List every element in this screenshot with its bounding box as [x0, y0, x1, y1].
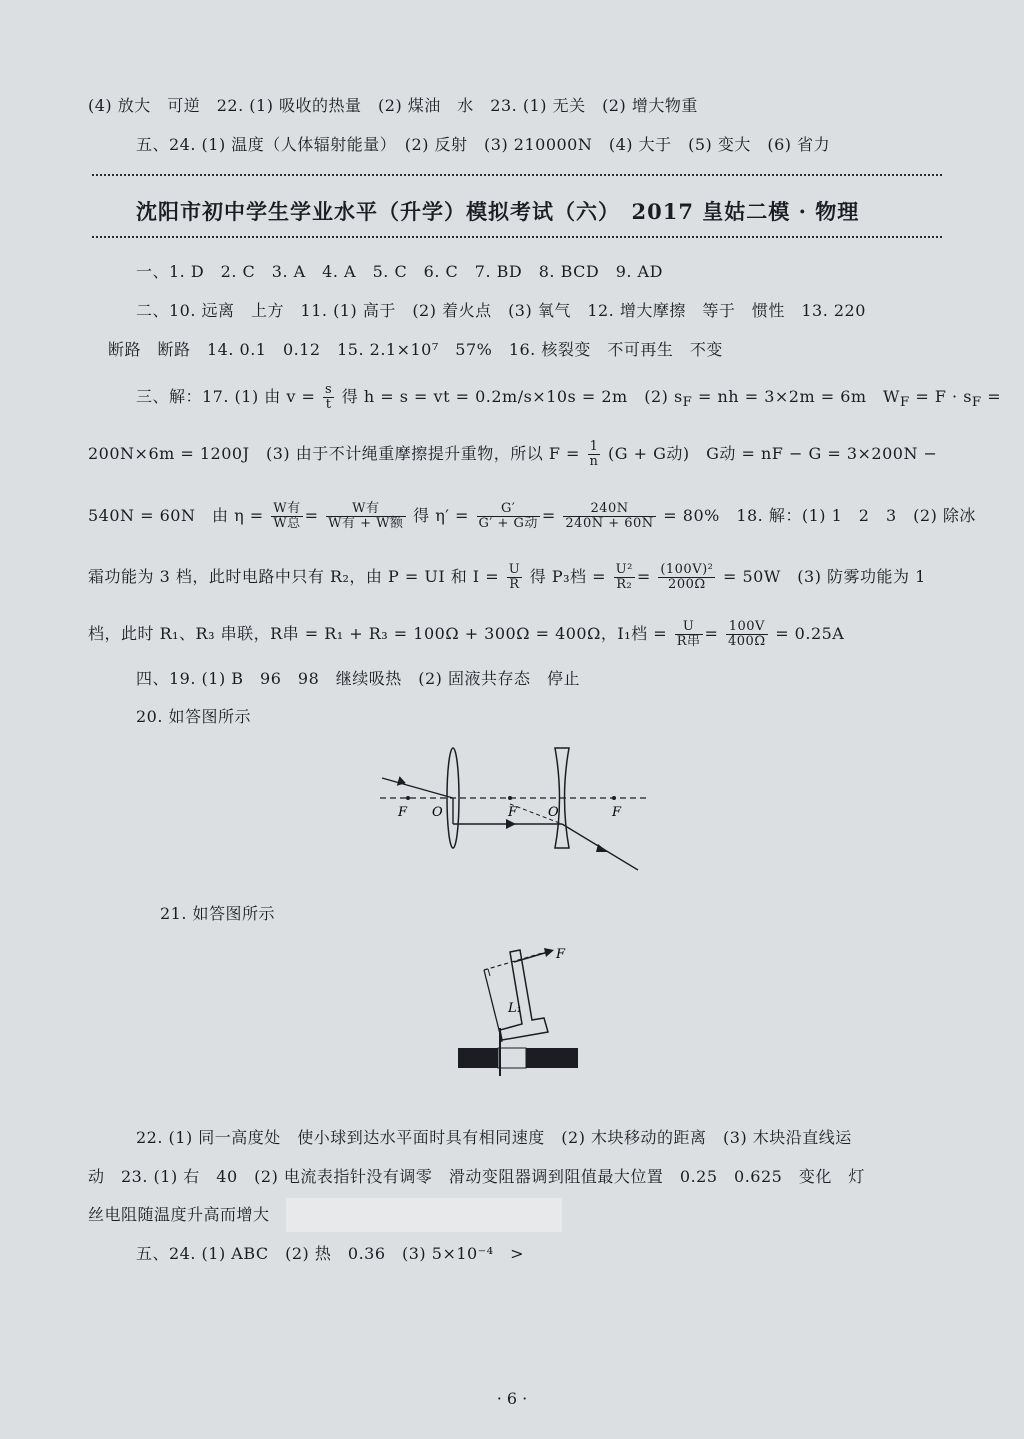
fraction: $\frac{\text{W有}}{\text{W总}}$: [273, 501, 301, 531]
label-arm: L₁: [508, 1001, 522, 1016]
arrow-icon: [596, 844, 608, 852]
fraction: $\frac{1}{n}$: [589, 439, 599, 469]
part2-line-1: 二、10. 远离 上方 11. (1) 高于 (2) 着火点 (3) 氧气 12. 增大摩擦 等于 惯性 13. 220: [136, 301, 866, 320]
q21-label: 21. 如答图所示: [160, 904, 276, 923]
q22-line-3: 丝电阻随温度升高而增大: [88, 1205, 270, 1224]
fraction: $\frac{100V}{400\Omega}$: [728, 619, 766, 649]
arrow-icon: [544, 948, 554, 957]
part3-line-1: 三、解：17. (1) 由 v = $\frac{s}{t}$ 得 h = s = vt = 0.2m/s×10s = 2m (2) $s_F$ = nh = 3×2m = 6m $W_F = F \cdot s_F$ =: [136, 382, 1002, 412]
label-o-left: O: [432, 805, 443, 820]
part3-line-2: 200N×6m = 1200J (3) 由于不计绳重摩擦提升重物，所以 F = $\frac{1}{n}$ (G + G动) G动 = nF − G = 3×200N −: [88, 439, 938, 469]
arrow-icon: [397, 776, 407, 788]
focal-point-dot: [406, 796, 410, 800]
part4-line-1: 四、19. (1) B 96 98 继续吸热 (2) 固液共存态 停止: [136, 669, 581, 688]
fraction: $\frac{\text{U²}}{\text{R₂}}$: [615, 562, 633, 592]
part5-answers: 五、24. (1) ABC (2) 热 0.36 (3) 5×10⁻⁴ >: [136, 1244, 524, 1263]
incident-ray: [382, 778, 453, 798]
fraction: $\frac{G'}{\text{G′ + G动}}$: [478, 501, 538, 531]
blank-region: [286, 1198, 562, 1232]
focal-point-dot: [612, 796, 616, 800]
prev-answers-line-1: (4) 放大 可逆 22. (1) 吸收的热量 (2) 煤油 水 23. (1) 无关 (2) 增大物重: [88, 96, 698, 115]
label-f-right: F: [612, 805, 622, 820]
label-force: F: [556, 947, 566, 962]
part3-line-3: 540N = 60N 由 η = $\frac{\text{W有}}{\text{W总}}$ = $\frac{\text{W有}}{\text{W有 + W额}}$ 得 η′ = $\frac{G'}{\text{G′ + G动}}$ = $\frac{240N}{240N + 60N}$ = 80% 18. 解：(1) 1 2 3 (2) 除冰: [88, 501, 976, 531]
page-number: · 6 ·: [496, 1389, 528, 1408]
fraction: $\frac{\text{W有}}{\text{W有 + W额}}$: [328, 501, 404, 531]
dotted-divider-bottom: [92, 236, 942, 238]
fraction: $\frac{U}{R}$: [508, 562, 521, 592]
lever-force-diagram: [456, 940, 586, 1080]
dotted-divider-top: [92, 174, 942, 176]
force-vector: [514, 952, 548, 962]
q22-line-1: 22. (1) 同一高度处 使小球到达水平面时具有相同速度 (2) 木块移动的距离 (3) 木块沿直线运: [136, 1128, 852, 1147]
q20-label: 20. 如答图所示: [136, 707, 252, 726]
lens-ray-diagram: [376, 742, 666, 878]
label-o-right: O: [548, 805, 559, 820]
calc-text: 得 h = s = vt = 0.2m/s×10s = 2m (2) s: [341, 387, 683, 406]
part3-line-4: 霜功能为 3 档，此时电路中只有 R₂，由 P = UI 和 I = $\frac{U}{R}$ 得 P₃档 = $\frac{\text{U²}}{\text{R₂}}$ = $\frac{\text{(100V)²}}{200\Omega}$ = 50W (3) 防雾功能为 1: [88, 562, 926, 592]
fraction: $\frac{U}{\text{R串}}$: [676, 619, 701, 649]
part2-line-2: 断路 断路 14. 0.1 0.12 15. 2.1×10⁷ 57% 16. 核裂变 不可再生 不变: [108, 340, 723, 359]
label-pivot: O: [510, 1053, 521, 1068]
focal-point-dot: [508, 796, 512, 800]
exam-title: 沈阳市初中学生学业水平（升学）模拟考试（六） 2017 皇姑二模 · 物理: [136, 199, 860, 224]
label-f-mid: F: [508, 805, 518, 820]
fraction: $\frac{\text{(100V)²}}{200\Omega}$: [660, 562, 714, 592]
part3-line-5: 档，此时 R₁、R₃ 串联，R串 = R₁ + R₃ = 100Ω + 300Ω = 400Ω，I₁档 = $\frac{U}{\text{R串}}$ = $\frac{100V}{400\Omega}$ = 0.25A: [88, 619, 845, 649]
calc-text: 三、解：17. (1) 由 v =: [136, 387, 316, 406]
arrow-icon: [506, 819, 516, 829]
right-angle-mark: [488, 969, 490, 976]
q22-line-2: 动 23. (1) 右 40 (2) 电流表指针没有调零 滑动变阻器调到阻值最大位置 0.25 0.625 变化 灯: [88, 1167, 865, 1186]
part1-choice-answers: 一、1. D 2. C 3. A 4. A 5. C 6. C 7. BD 8. BCD 9. AD: [136, 262, 663, 281]
fraction: $\frac{240N}{240N + 60N}$: [565, 501, 654, 531]
label-f-left: F: [398, 805, 408, 820]
lever-arm-line: [484, 970, 502, 1042]
prev-answers-line-2: 五、24. (1) 温度（人体辐射能量） (2) 反射 (3) 210000N (4) 大于 (5) 变大 (6) 省力: [136, 135, 831, 154]
fraction: $\frac{s}{t}$: [325, 382, 333, 412]
